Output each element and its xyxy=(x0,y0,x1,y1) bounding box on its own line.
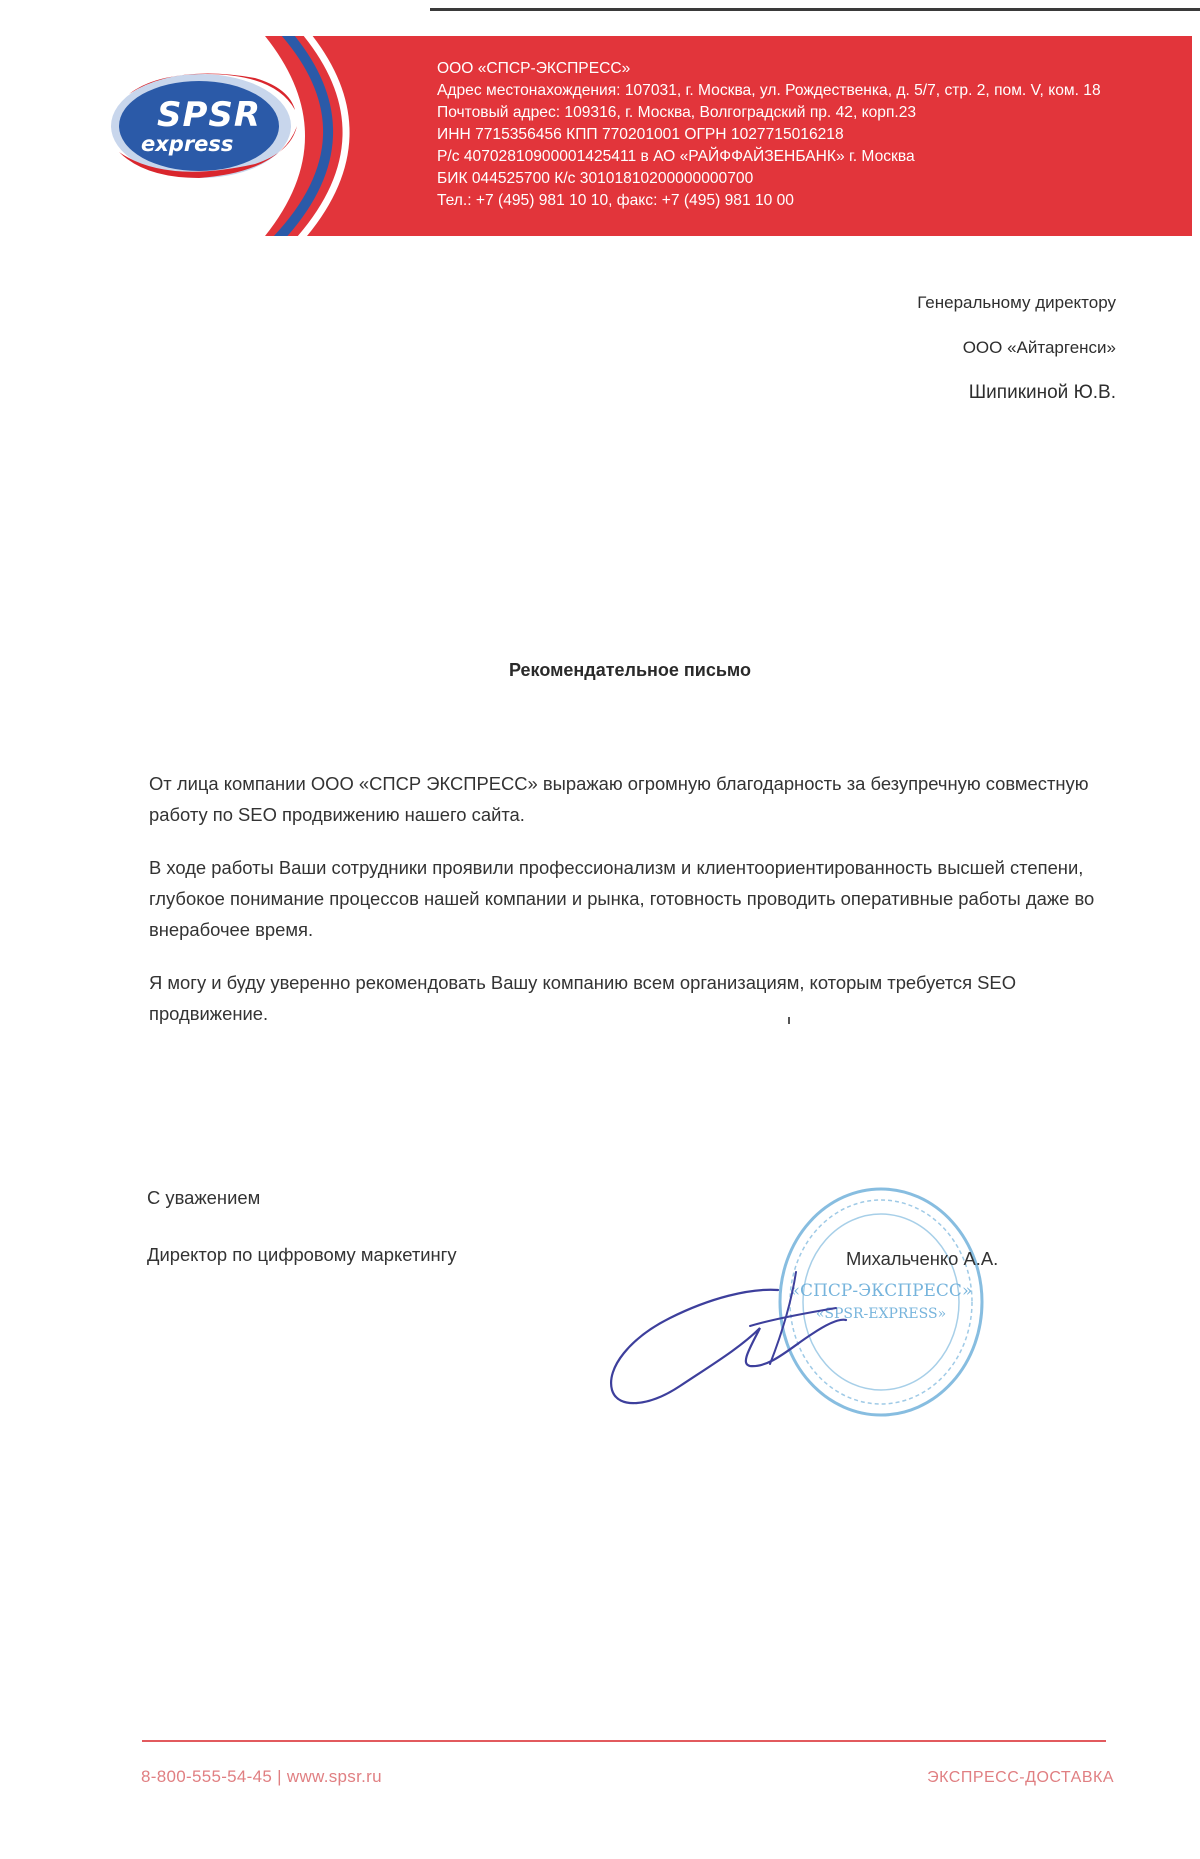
letter-title: Рекомендательное письмо xyxy=(508,660,752,680)
closing-regards: С уважением xyxy=(147,1187,261,1208)
spsr-express-logo xyxy=(105,60,305,190)
signer-title: Директор по цифровому маркетингу xyxy=(147,1244,457,1265)
letter-paragraph: Я могу и буду уверенно рекомендовать Вашу компанию всем организациям, которым требуется SEO продвижение. xyxy=(149,972,1017,1024)
letter-body xyxy=(149,768,1124,1051)
letter-paragraph: В ходе работы Ваши сотрудники проявили профессионализм и клиентоориентированность высшей степени, глубокое понимание процессов нашей компании и рынка, готовность проводить оперативные работы даже во внерабочее время. xyxy=(149,857,1095,940)
company-details xyxy=(437,58,1177,212)
company-bank-bik: БИК 044525700 К/с 30101810200000000700 xyxy=(437,170,754,187)
closing-block xyxy=(147,1186,457,1300)
recipient-position: Генеральному директору xyxy=(917,293,1116,312)
company-legal-address: Адрес местонахождения: 107031, г. Москва, ул. Рождественка, д. 5/7, стр. 2, пом. V, ком. 18 xyxy=(437,82,1101,99)
footer-contacts: 8-800-555-54-45 | www.spsr.ru xyxy=(141,1767,382,1786)
logo-sub-text: express xyxy=(141,132,234,156)
logo-main-text: SPSR xyxy=(157,95,262,135)
letter-paragraph: От лица компании ООО «СПСР ЭКСПРЕСС» выражаю огромную благодарность за безупречную совместную работу по SEO продвижению нашего сайта. xyxy=(149,773,1089,825)
footer-slogan: ЭКСПРЕСС-ДОСТАВКА xyxy=(927,1769,1114,1786)
company-postal-address: Почтовый адрес: 109316, г. Москва, Волгоградский пр. 42, корп.23 xyxy=(437,104,917,121)
stamp-center-text-1: «СПСР-ЭКСПРЕСС» xyxy=(789,1281,973,1301)
page-top-border xyxy=(430,8,1200,11)
company-bank-account: Р/с 40702810900001425411 в АО «РАЙФФАЙЗЕНБАНК» г. Москва xyxy=(437,148,915,165)
recipient-block xyxy=(917,292,1116,427)
footer-divider xyxy=(142,1740,1106,1742)
signer-name: Михальченко А.А. xyxy=(846,1248,999,1269)
company-tax-ids: ИНН 7715356456 КПП 770201001 ОГРН 1027715016218 xyxy=(437,126,844,143)
company-name: ООО «СПСР-ЭКСПРЕСС» xyxy=(437,60,631,77)
recipient-company: ООО «Айтаргенси» xyxy=(962,338,1116,357)
recipient-name: Шипикиной Ю.В. xyxy=(968,382,1116,403)
handwritten-signature xyxy=(600,1268,850,1418)
scan-speck xyxy=(788,1017,790,1024)
company-phone-fax: Тел.: +7 (495) 981 10 10, факс: +7 (495) 981 10 00 xyxy=(437,192,794,209)
stamp-center-text-2: «SPSR-EXPRESS» xyxy=(815,1306,947,1322)
